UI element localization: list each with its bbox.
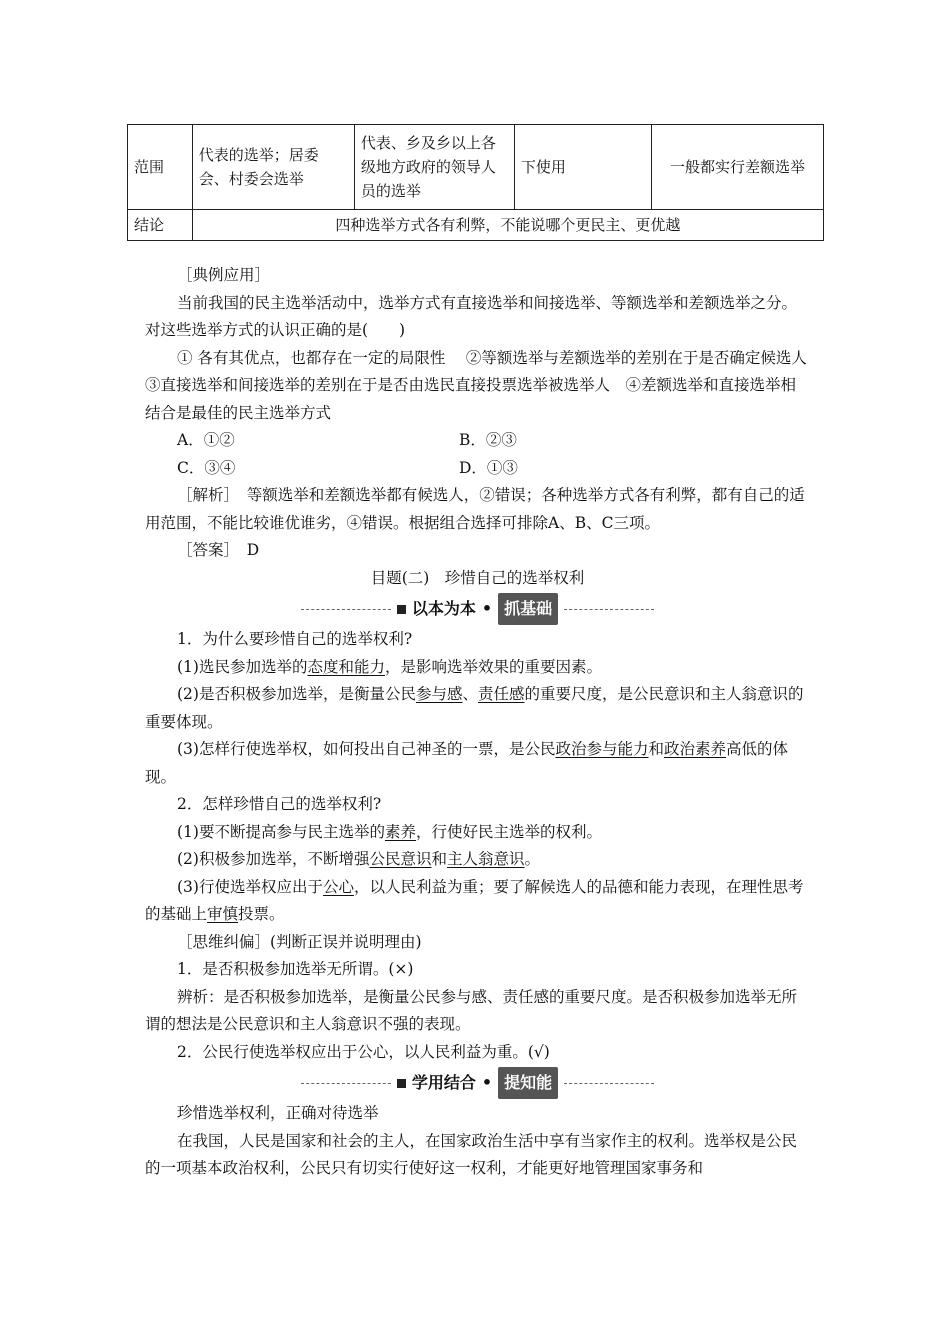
analysis-label: ［解析］ [177,486,232,504]
table-row-conclusion [128,210,824,241]
bullet-dot-icon: • [481,599,493,619]
q2-point-1 [145,819,810,847]
analysis-text: 等额选举和差额选举都有候选人，②错误；各种选举方式各有利弊，都有自己的适用范围，不能比较谁优谁劣，④错误。根据组合选择可排除A、B、C三项。 [145,486,805,532]
key-term: 公心 [322,877,354,896]
key-term: 态度和能力 [307,657,385,676]
banner-text: 学用结合 [411,1073,476,1093]
q1-point-3 [145,736,810,791]
text-run: (1)选民参加选举的 [177,657,308,676]
key-term: 参与感 [415,685,463,703]
text-run: ，以人民利益为重；要了解候选人的品德和能力表现，在理性思考的基础上 [145,877,804,923]
q1-title: 1．为什么要珍惜自己的选举权利? [177,630,413,648]
text-run: 投票。 [238,905,285,923]
text-run: (2)是否积极参加选举，是衡量公民 [177,685,416,703]
section-banner-basics [145,594,810,624]
cell-equal-scope: 下使用 [514,125,651,210]
thinking-item-1: 1．是否积极参加选举无所谓。(×) [177,960,414,978]
key-term: 政治参与能力 [555,740,649,758]
thinking-item-1-analysis: 辨析：是否积极参加选举，是衡量公民参与感、责任感的重要尺度。是否积极参加选举无所谓的想法是公民意识和主人翁意识不强的表现。 [145,987,798,1033]
cell-scope-label: 范围 [128,125,193,210]
answer-label: ［答案］ [177,541,232,559]
key-term: 责任感 [478,685,525,703]
thinking-header: ［思维纠偏］(判断正误并说明理由) [177,932,422,951]
banner-box-label: 抓基础 [498,593,558,625]
options-row-2 [145,455,810,483]
banner-dash-left [301,1083,391,1084]
banner-dash-right [564,1083,654,1084]
text-run: (3)行使选举权应出于 [177,877,323,896]
text-run: 的重要尺度，是公民意识和主人翁意识的重要体现。 [145,685,804,731]
cell-conclusion-label: 结论 [128,210,193,241]
bullet-dot-icon: • [481,1073,493,1093]
cell-indirect-scope: 代表、乡及乡以上各级地方政府的领导人员的选举 [354,125,514,210]
thinking-item-2: 2．公民行使选举权应出于公心，以人民利益为重。(√) [177,1042,550,1061]
q2-point-2 [145,846,810,874]
option-b: B．②③ [459,431,517,449]
text-run: (1)要不断提高参与民主选举的 [177,822,385,841]
answer [145,537,810,565]
text-run: 和 [431,850,447,868]
options-row-1 [145,427,810,455]
key-term: 政治素养 [664,740,727,758]
key-term: 公民意识 [369,850,432,868]
q2-point-3 [145,874,810,929]
q2-title: 2．怎样珍惜自己的选举权利? [177,795,382,813]
answer-value: D [246,541,260,559]
text-run: (3)怎样行使选举权，如何投出自己神圣的一票，是公民 [177,740,556,758]
text-run: 和 [648,740,664,758]
election-comparison-table [127,124,824,241]
cell-diff-scope: 一般都实行差额选举 [652,125,824,210]
option-d: D．①③ [459,458,518,477]
table-row-scope [128,125,824,210]
square-bullet-icon [397,1079,406,1088]
section-paragraph: 在我国，人民是国家和社会的主人，在国家政治生活中享有当家作主的权利。选举权是公民的一项基本政治权利，公民只有切实行使好这一权利，才能更好地管理国家事务和 [145,1131,798,1177]
cell-conclusion-text: 四种选举方式各有利弊，不能说哪个更民主、更优越 [192,210,823,241]
analysis [145,482,810,537]
q1-point-1 [145,654,810,682]
example-header: ［典例应用］ [177,266,271,284]
banner-text: 以本为本 [411,599,476,619]
key-term: 审慎 [207,905,239,923]
text-run: 。 [524,850,541,868]
q1-point-2 [145,681,810,736]
text-run: ，是影响选举效果的重要因素。 [384,657,602,676]
option-c: C．③④ [177,458,236,477]
cell-direct-scope: 代表的选举；居委会、村委会选举 [192,125,354,210]
banner-dash-right [564,609,654,610]
example-statements: ① 各有其优点，也都存在一定的局限性 ②等额选举与差额选举的差别在于是否确定候选人 ③直接选举和间接选举的差别在于是否由选民直接投票选举被选举人 ④差额选举和直接选举相结合是最佳的民主选举方式 [145,348,823,422]
body-text [145,262,823,1183]
banner-box-label: 提知能 [498,1067,558,1099]
key-term: 素养 [384,822,416,841]
square-bullet-icon [397,605,406,614]
topic-title: 目题(二) 珍惜自己的选举权利 [370,568,585,587]
option-a: A．①② [177,431,235,449]
text-run: (2)积极参加选举，不断增强 [177,850,370,868]
text-run: ，行使好民主选举的权利。 [415,822,602,841]
key-term: 主人翁意识 [447,850,525,868]
section-banner-application [145,1068,810,1098]
section-title: 珍惜选举权利，正确对待选举 [177,1104,379,1122]
text-run: 、 [462,685,478,703]
text-run: 高低的体现。 [145,740,789,786]
example-question: 当前我国的民主选举活动中，选举方式有直接选举和间接选举、等额选举和差额选举之分。对这些选举方式的认识正确的是( ) [145,293,798,339]
banner-dash-left [301,609,391,610]
